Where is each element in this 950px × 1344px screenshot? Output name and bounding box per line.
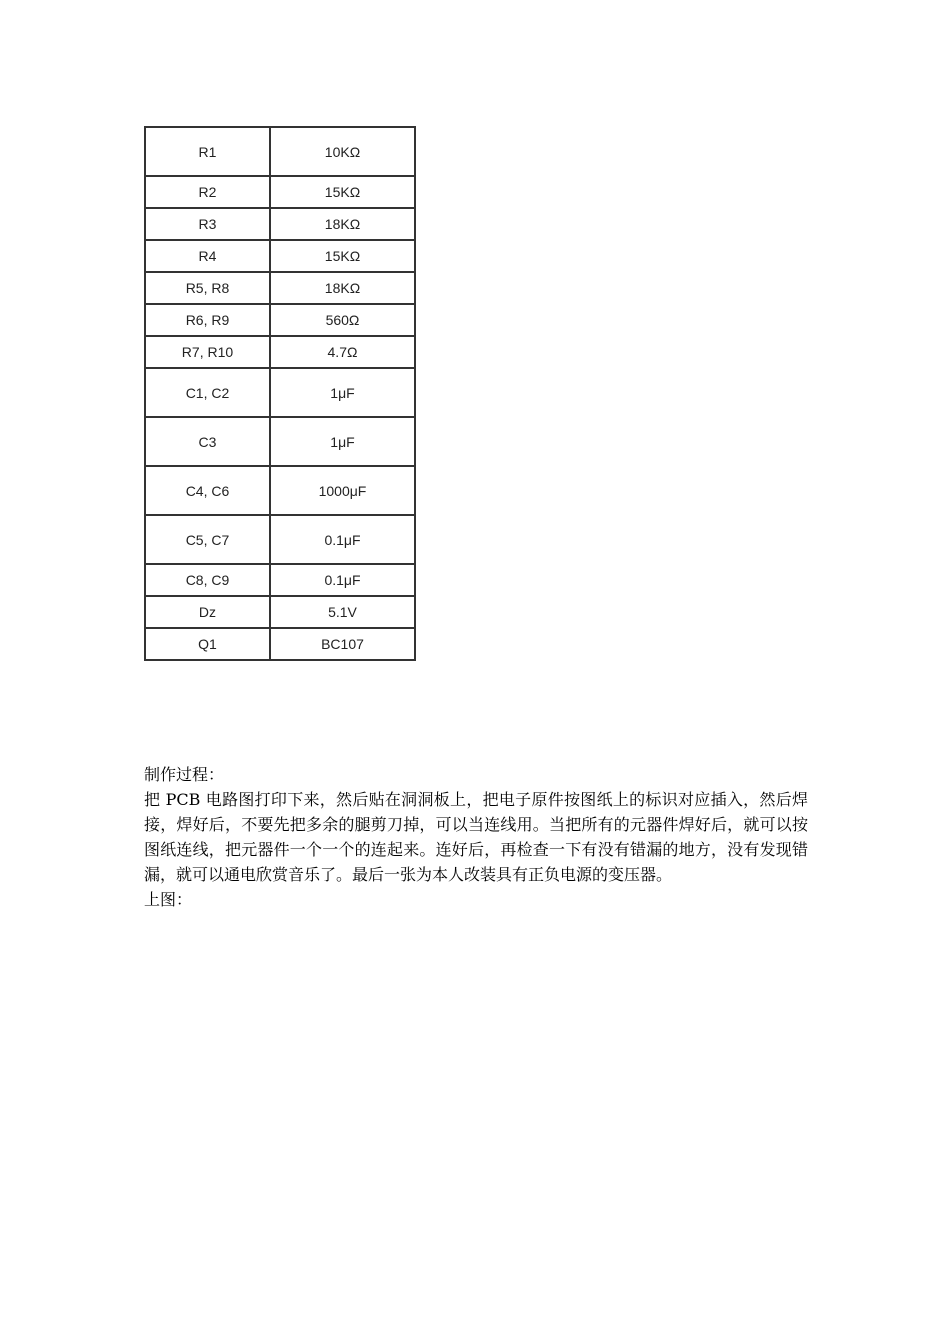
component-ref-cell: Dz (145, 596, 270, 628)
table-row (145, 240, 415, 272)
component-ref-cell: C5, C7 (145, 515, 270, 564)
process-section (144, 762, 808, 912)
component-ref-cell: R3 (145, 208, 270, 240)
table-row (145, 176, 415, 208)
component-value-cell: 1μF (270, 368, 415, 417)
component-value-cell: 5.1V (270, 596, 415, 628)
component-value-cell: 560Ω (270, 304, 415, 336)
component-value-cell: 1000μF (270, 466, 415, 515)
component-value-cell: 18KΩ (270, 272, 415, 304)
table-row (145, 466, 415, 515)
component-value-cell: 0.1μF (270, 564, 415, 596)
table-row (145, 208, 415, 240)
table-row (145, 564, 415, 596)
component-ref-cell: C4, C6 (145, 466, 270, 515)
table-row (145, 368, 415, 417)
component-ref-cell: R7, R10 (145, 336, 270, 368)
component-ref-cell: Q1 (145, 628, 270, 660)
component-value-cell: 10KΩ (270, 127, 415, 176)
parts-table-body (145, 127, 415, 660)
component-ref-cell: C8, C9 (145, 564, 270, 596)
component-value-cell: 4.7Ω (270, 336, 415, 368)
component-ref-cell: R4 (145, 240, 270, 272)
table-row (145, 127, 415, 176)
process-footer: 上图： (144, 890, 193, 909)
component-value-cell: 18KΩ (270, 208, 415, 240)
component-ref-cell: R5, R8 (145, 272, 270, 304)
component-value-cell: 0.1μF (270, 515, 415, 564)
process-heading: 制作过程： (144, 765, 225, 784)
component-value-cell: 15KΩ (270, 176, 415, 208)
component-ref-cell: C3 (145, 417, 270, 466)
component-ref-cell: R1 (145, 127, 270, 176)
component-value-cell: 1μF (270, 417, 415, 466)
table-row (145, 515, 415, 564)
table-row (145, 304, 415, 336)
component-ref-cell: C1, C2 (145, 368, 270, 417)
table-row (145, 272, 415, 304)
component-ref-cell: R6, R9 (145, 304, 270, 336)
parts-table (144, 126, 416, 661)
table-row (145, 628, 415, 660)
table-row (145, 336, 415, 368)
table-row (145, 417, 415, 466)
process-body: 把 PCB 电路图打印下来，然后贴在洞洞板上，把电子原件按图纸上的标识对应插入，然后焊接，焊好后，不要先把多余的腿剪刀掉，可以当连线用。当把所有的元器件焊好后，就可以按图纸连线，把元器件一个一个的连起来。连好后，再检查一下有没有错漏的地方，没有发现错漏，就可以通电欣赏音乐了。最后一张为本人改装具有正负电源的变压器。 (144, 790, 808, 884)
table-row (145, 596, 415, 628)
component-value-cell: 15KΩ (270, 240, 415, 272)
component-ref-cell: R2 (145, 176, 270, 208)
component-value-cell: BC107 (270, 628, 415, 660)
